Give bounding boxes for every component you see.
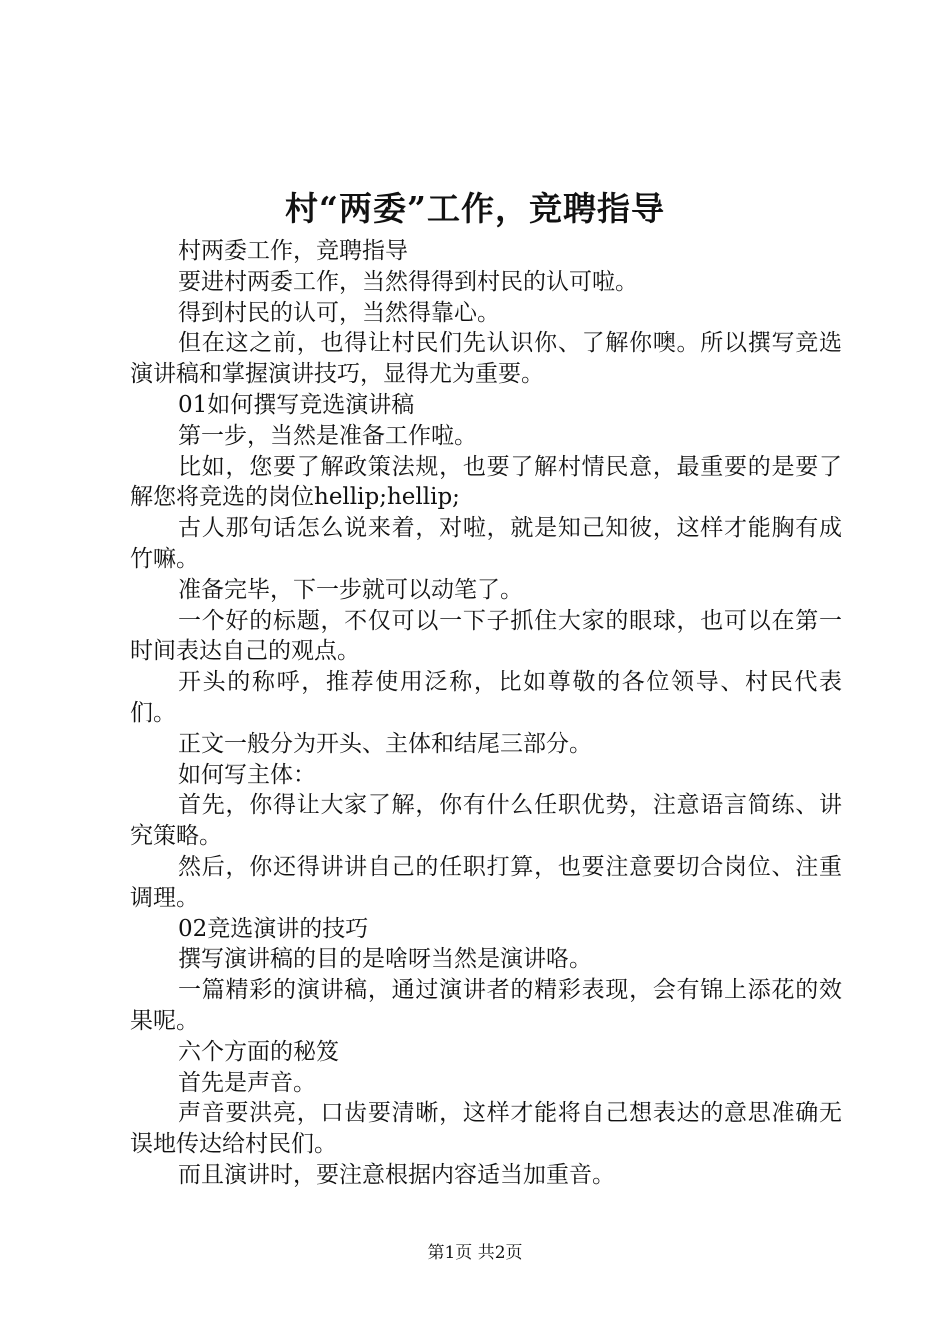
page-number: 第1页 共2页 <box>427 1243 523 1263</box>
paragraph: 要进村两委工作，当然得得到村民的认可啦。 <box>178 268 638 295</box>
paragraph: 首先是声音。 <box>178 1069 316 1096</box>
paragraph: 但在这之前，也得让村民们先认识你、了解你噢。所以撰写竞选演讲稿和掌握演讲技巧，显得尤为重要。 <box>130 330 842 388</box>
paragraph: 首先，你得让大家了解，你有什么任职优势，注意语言简练、讲究策略。 <box>130 792 842 850</box>
paragraph: 然后，你还得讲讲自己的任职打算，也要注意要切合岗位、注重调理。 <box>130 853 842 911</box>
paragraph: 比如，您要了解政策法规，也要了解村情民意，最重要的是要了解您将竞选的岗位hellip;hellip; <box>130 453 842 511</box>
document-title: 村“两委”工作，竞聘指导 <box>285 189 665 228</box>
paragraph: 如何写主体： <box>178 761 316 788</box>
paragraph: 声音要洪亮，口齿要清晰，这样才能将自己想表达的意思准确无误地传达给村民们。 <box>130 1100 842 1158</box>
paragraph: 一个好的标题，不仅可以一下子抓住大家的眼球，也可以在第一时间表达自己的观点。 <box>130 607 842 665</box>
paragraph: 六个方面的秘笈 <box>178 1038 339 1065</box>
section-heading: 02竞选演讲的技巧 <box>178 915 369 942</box>
paragraph: 得到村民的认可，当然得靠心。 <box>178 299 500 326</box>
paragraph: 一篇精彩的演讲稿，通过演讲者的精彩表现，会有锦上添花的效果呢。 <box>130 977 842 1034</box>
section-heading: 01如何撰写竞选演讲稿 <box>178 391 415 418</box>
paragraph: 村两委工作，竞聘指导 <box>178 238 408 264</box>
paragraph: 而且演讲时，要注意根据内容适当加重音。 <box>178 1161 615 1188</box>
paragraph: 第一步，当然是准备工作啦。 <box>178 422 477 449</box>
paragraph: 撰写演讲稿的目的是啥呀当然是演讲咯。 <box>178 946 592 973</box>
document-body <box>130 236 842 1191</box>
paragraph: 正文一般分为开头、主体和结尾三部分。 <box>178 730 592 757</box>
paragraph: 古人那句话怎么说来着，对啦，就是知己知彼，这样才能胸有成竹嘛。 <box>130 515 842 572</box>
paragraph: 开头的称呼，推荐使用泛称，比如尊敬的各位领导、村民代表们。 <box>130 669 842 726</box>
paragraph: 准备完毕，下一步就可以动笔了。 <box>178 576 523 603</box>
page-footer <box>0 1241 950 1265</box>
